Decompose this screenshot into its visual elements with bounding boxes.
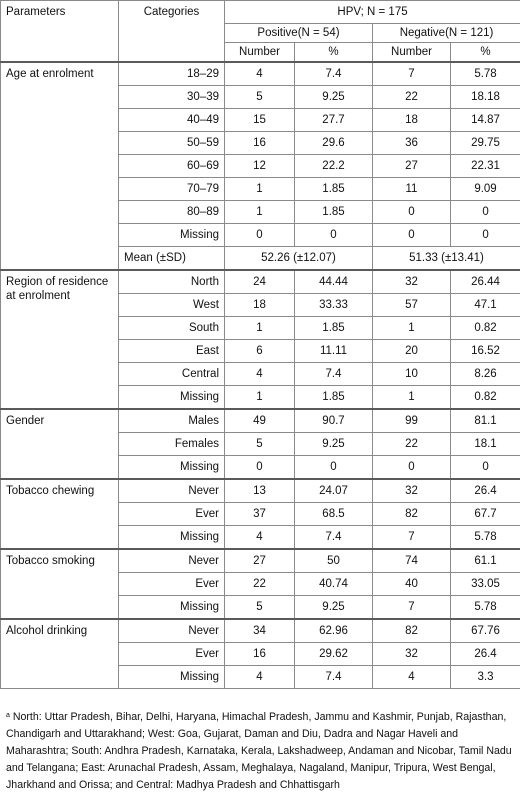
negative-number-cell: 10 <box>373 363 451 386</box>
negative-percent-cell: 61.1 <box>451 549 520 573</box>
positive-percent-cell: 22.2 <box>295 155 373 178</box>
header-positive: Positive(N = 54) <box>225 24 373 43</box>
category-cell: 50–59 <box>119 132 225 155</box>
negative-number-cell: 22 <box>373 86 451 109</box>
negative-number-cell: 7 <box>373 526 451 550</box>
positive-percent-cell: 0 <box>295 456 373 480</box>
positive-percent-cell: 9.25 <box>295 86 373 109</box>
positive-number-cell: 1 <box>225 317 295 340</box>
positive-percent-cell: 29.6 <box>295 132 373 155</box>
category-cell: 80–89 <box>119 201 225 224</box>
negative-percent-cell: 5.78 <box>451 526 520 550</box>
category-cell: 18–29 <box>119 62 225 86</box>
header-row-1 <box>1 1 520 24</box>
category-cell: Missing <box>119 386 225 410</box>
table-row <box>1 479 520 503</box>
positive-percent-cell: 50 <box>295 549 373 573</box>
negative-number-cell: 7 <box>373 596 451 620</box>
positive-number-cell: 4 <box>225 363 295 386</box>
negative-number-cell: 32 <box>373 643 451 666</box>
positive-percent-cell: 9.25 <box>295 433 373 456</box>
header-pos-percent: % <box>295 43 373 63</box>
parameter-cell: Tobacco smoking <box>1 549 119 619</box>
category-cell: Males <box>119 409 225 433</box>
negative-number-cell: 20 <box>373 340 451 363</box>
negative-number-cell: 7 <box>373 62 451 86</box>
negative-number-cell: 74 <box>373 549 451 573</box>
header-neg-number: Number <box>373 43 451 63</box>
positive-percent-cell: 11.11 <box>295 340 373 363</box>
negative-percent-cell: 0.82 <box>451 386 520 410</box>
negative-percent-cell: 26.44 <box>451 270 520 294</box>
negative-number-cell: 27 <box>373 155 451 178</box>
negative-number-cell: 57 <box>373 294 451 317</box>
positive-percent-cell: 27.7 <box>295 109 373 132</box>
positive-percent-cell: 7.4 <box>295 62 373 86</box>
negative-number-cell: 18 <box>373 109 451 132</box>
positive-percent-cell: 0 <box>295 224 373 247</box>
negative-percent-cell: 22.31 <box>451 155 520 178</box>
negative-number-cell: 32 <box>373 479 451 503</box>
footnote-text: North: Uttar Pradesh, Bihar, Delhi, Haryana, Himachal Pradesh, Jammu and Kashmir, Punjab, Rajasthan, Chandigarh and Uttarakhand; West: Goa, Gujarat, Daman and Diu, Dadra and Nagar Haveli and Maharashtra; South: Andhra Pradesh, Karnataka, Kerala, Lakshadweep, Andaman and Nicobar, Tamil Nadu and Telangana; East: Arunachal Pradesh, Assam, Meghalaya, Nagaland, Manipur, Tripura, West Bengal, Jharkhand and Orissa; and Central: Madhya Pradesh and Chhattisgarh <box>6 711 512 791</box>
table-row <box>1 549 520 573</box>
negative-mean-cell: 51.33 (±13.41) <box>373 247 520 271</box>
positive-number-cell: 22 <box>225 573 295 596</box>
negative-percent-cell: 81.1 <box>451 409 520 433</box>
negative-percent-cell: 14.87 <box>451 109 520 132</box>
positive-percent-cell: 33.33 <box>295 294 373 317</box>
negative-percent-cell: 47.1 <box>451 294 520 317</box>
positive-number-cell: 18 <box>225 294 295 317</box>
negative-number-cell: 0 <box>373 456 451 480</box>
negative-number-cell: 99 <box>373 409 451 433</box>
parameter-cell: Region of residence at enrolment <box>1 270 119 409</box>
negative-percent-cell: 8.26 <box>451 363 520 386</box>
negative-number-cell: 82 <box>373 503 451 526</box>
positive-percent-cell: 7.4 <box>295 666 373 689</box>
positive-number-cell: 15 <box>225 109 295 132</box>
positive-percent-cell: 1.85 <box>295 386 373 410</box>
negative-percent-cell: 0.82 <box>451 317 520 340</box>
positive-percent-cell: 44.44 <box>295 270 373 294</box>
positive-percent-cell: 62.96 <box>295 619 373 643</box>
positive-number-cell: 34 <box>225 619 295 643</box>
positive-number-cell: 16 <box>225 132 295 155</box>
category-cell: Missing <box>119 526 225 550</box>
category-cell: 60–69 <box>119 155 225 178</box>
positive-number-cell: 5 <box>225 596 295 620</box>
positive-percent-cell: 7.4 <box>295 526 373 550</box>
parameter-cell: Gender <box>1 409 119 479</box>
header-neg-percent: % <box>451 43 520 63</box>
category-cell: West <box>119 294 225 317</box>
positive-number-cell: 5 <box>225 86 295 109</box>
category-cell: Missing <box>119 666 225 689</box>
positive-number-cell: 13 <box>225 479 295 503</box>
footnote <box>0 709 520 794</box>
negative-percent-cell: 26.4 <box>451 479 520 503</box>
positive-percent-cell: 7.4 <box>295 363 373 386</box>
negative-percent-cell: 9.09 <box>451 178 520 201</box>
negative-percent-cell: 67.76 <box>451 619 520 643</box>
category-cell: Central <box>119 363 225 386</box>
positive-mean-cell: 52.26 (±12.07) <box>225 247 373 271</box>
category-cell: East <box>119 340 225 363</box>
category-cell: 70–79 <box>119 178 225 201</box>
header-parameters: Parameters <box>1 1 119 63</box>
positive-percent-cell: 29.62 <box>295 643 373 666</box>
negative-percent-cell: 29.75 <box>451 132 520 155</box>
negative-percent-cell: 3.3 <box>451 666 520 689</box>
category-cell: Missing <box>119 224 225 247</box>
negative-number-cell: 22 <box>373 433 451 456</box>
parameter-cell: Age at enrolment <box>1 62 119 270</box>
negative-number-cell: 82 <box>373 619 451 643</box>
negative-percent-cell: 5.78 <box>451 596 520 620</box>
category-cell: Never <box>119 619 225 643</box>
positive-number-cell: 1 <box>225 386 295 410</box>
positive-percent-cell: 1.85 <box>295 317 373 340</box>
negative-percent-cell: 5.78 <box>451 62 520 86</box>
positive-number-cell: 37 <box>225 503 295 526</box>
header-hpv-text: HPV; N = 175 <box>337 6 408 18</box>
positive-number-cell: 16 <box>225 643 295 666</box>
negative-percent-cell: 0 <box>451 201 520 224</box>
category-cell: South <box>119 317 225 340</box>
negative-percent-cell: 16.52 <box>451 340 520 363</box>
negative-percent-cell: 0 <box>451 456 520 480</box>
positive-number-cell: 5 <box>225 433 295 456</box>
table-row <box>1 619 520 643</box>
positive-number-cell: 1 <box>225 178 295 201</box>
positive-percent-cell: 1.85 <box>295 201 373 224</box>
parameter-cell: Tobacco chewing <box>1 479 119 549</box>
positive-percent-cell: 68.5 <box>295 503 373 526</box>
negative-number-cell: 40 <box>373 573 451 596</box>
positive-percent-cell: 1.85 <box>295 178 373 201</box>
positive-number-cell: 27 <box>225 549 295 573</box>
table-body <box>1 62 520 689</box>
negative-number-cell: 1 <box>373 317 451 340</box>
parameter-cell: Alcohol drinking <box>1 619 119 689</box>
category-cell: 40–49 <box>119 109 225 132</box>
category-cell: Never <box>119 549 225 573</box>
category-cell: North <box>119 270 225 294</box>
category-cell: 30–39 <box>119 86 225 109</box>
negative-percent-cell: 67.7 <box>451 503 520 526</box>
negative-percent-cell: 18.1 <box>451 433 520 456</box>
positive-percent-cell: 9.25 <box>295 596 373 620</box>
negative-percent-cell: 26.4 <box>451 643 520 666</box>
negative-percent-cell: 18.18 <box>451 86 520 109</box>
positive-number-cell: 6 <box>225 340 295 363</box>
positive-number-cell: 1 <box>225 201 295 224</box>
category-cell: Missing <box>119 456 225 480</box>
category-cell: Ever <box>119 643 225 666</box>
category-cell: Ever <box>119 573 225 596</box>
positive-number-cell: 4 <box>225 62 295 86</box>
table-row <box>1 270 520 294</box>
positive-number-cell: 12 <box>225 155 295 178</box>
category-cell: Mean (±SD) <box>119 247 225 271</box>
header-hpv <box>225 1 520 24</box>
positive-percent-cell: 40.74 <box>295 573 373 596</box>
negative-percent-cell: 33.05 <box>451 573 520 596</box>
negative-percent-cell: 0 <box>451 224 520 247</box>
negative-number-cell: 11 <box>373 178 451 201</box>
table-row <box>1 62 520 86</box>
header-pos-number: Number <box>225 43 295 63</box>
negative-number-cell: 4 <box>373 666 451 689</box>
footnote-marker: a <box>6 712 10 719</box>
category-cell: Never <box>119 479 225 503</box>
table-row <box>1 409 520 433</box>
negative-number-cell: 1 <box>373 386 451 410</box>
negative-number-cell: 32 <box>373 270 451 294</box>
positive-number-cell: 24 <box>225 270 295 294</box>
positive-number-cell: 0 <box>225 224 295 247</box>
negative-number-cell: 36 <box>373 132 451 155</box>
positive-number-cell: 49 <box>225 409 295 433</box>
negative-number-cell: 0 <box>373 224 451 247</box>
negative-number-cell: 0 <box>373 201 451 224</box>
category-cell: Missing <box>119 596 225 620</box>
positive-number-cell: 4 <box>225 666 295 689</box>
header-negative: Negative(N = 121) <box>373 24 520 43</box>
category-cell: Ever <box>119 503 225 526</box>
positive-percent-cell: 24.07 <box>295 479 373 503</box>
header-categories: Categories <box>119 1 225 63</box>
positive-number-cell: 4 <box>225 526 295 550</box>
category-cell: Females <box>119 433 225 456</box>
positive-number-cell: 0 <box>225 456 295 480</box>
positive-percent-cell: 90.7 <box>295 409 373 433</box>
